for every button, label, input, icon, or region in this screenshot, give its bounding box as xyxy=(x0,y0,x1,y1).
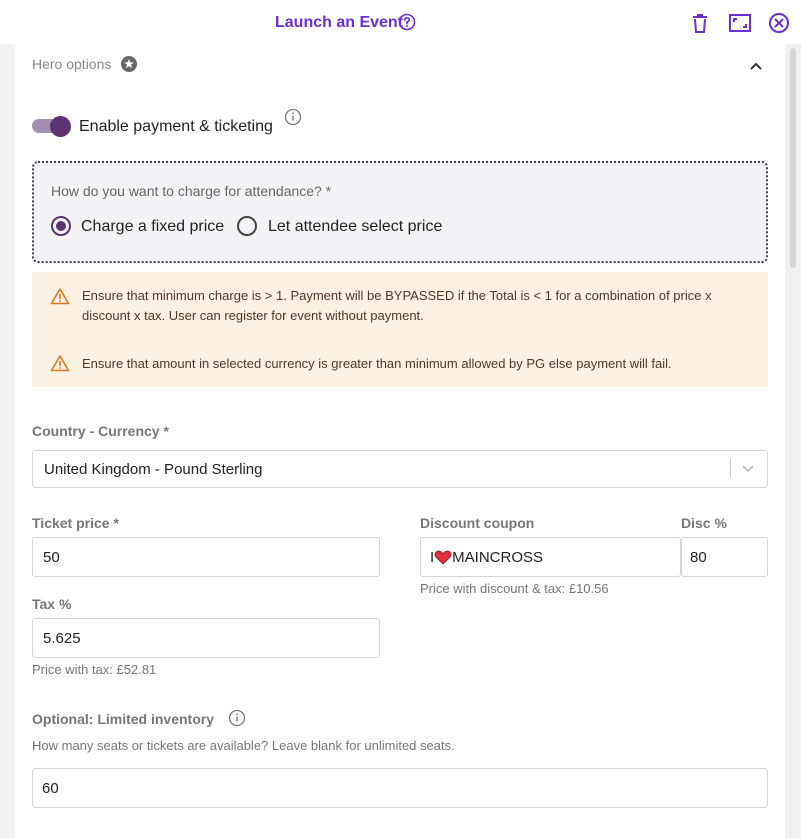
expand-icon[interactable] xyxy=(728,12,752,34)
disc-value: 80 xyxy=(690,548,707,566)
ticket-price-input[interactable] xyxy=(32,537,380,577)
warning-text-2: Ensure that amount in selected currency is greater than minimum allowed by PG else payment will fail. xyxy=(82,356,672,371)
coupon-value-prefix: I xyxy=(430,548,435,566)
inventory-value: 60 xyxy=(42,779,59,797)
inventory-label: Optional: Limited inventory xyxy=(32,711,215,727)
payment-toggle[interactable] xyxy=(32,116,72,136)
chevron-up-icon[interactable] xyxy=(746,58,766,74)
info-icon[interactable] xyxy=(228,709,246,727)
radio-fixed-price[interactable] xyxy=(51,216,71,236)
currency-select[interactable] xyxy=(32,450,768,488)
charge-type-group xyxy=(32,161,768,263)
disc-label: Disc % xyxy=(681,515,727,531)
warning-icon xyxy=(50,287,70,305)
charge-question: How do you want to charge for attendance? * xyxy=(51,183,332,199)
ticket-price-value: 50 xyxy=(43,548,60,566)
currency-label: Country - Currency * xyxy=(32,423,169,439)
warning-box xyxy=(32,272,768,387)
left-gutter xyxy=(0,44,15,838)
help-icon[interactable] xyxy=(398,13,416,31)
modal-title: Launch an Event xyxy=(275,14,404,31)
tax-value: 5.625 xyxy=(43,629,81,647)
payment-toggle-label: Enable payment & ticketing xyxy=(79,118,273,135)
select-separator xyxy=(730,458,731,478)
modal-header xyxy=(0,0,801,44)
scrollbar-thumb[interactable] xyxy=(790,48,796,268)
chevron-down-icon[interactable] xyxy=(740,463,756,475)
tax-helper: Price with tax: £52.81 xyxy=(32,662,157,677)
currency-value: United Kingdom - Pound Sterling xyxy=(44,460,263,478)
trash-icon[interactable] xyxy=(689,12,711,34)
inventory-input[interactable] xyxy=(32,768,768,808)
disc-input[interactable] xyxy=(681,537,768,577)
close-icon[interactable] xyxy=(768,12,790,34)
tax-label: Tax % xyxy=(32,596,72,612)
star-icon xyxy=(120,55,138,73)
heart-icon xyxy=(434,550,452,565)
coupon-input[interactable] xyxy=(420,537,681,577)
inventory-helper: How many seats or tickets are available? Leave blank for unlimited seats. xyxy=(32,738,455,753)
section-title[interactable]: Hero options xyxy=(32,56,112,72)
tax-input[interactable] xyxy=(32,618,380,658)
coupon-helper: Price with discount & tax: £10.56 xyxy=(420,581,609,596)
warning-text-1a: Ensure that minimum charge is > 1. Payment will be BYPASSED if the Total is < 1 for a combination of price x xyxy=(82,288,712,303)
toggle-knob xyxy=(50,116,71,137)
info-icon[interactable] xyxy=(284,108,302,126)
coupon-label: Discount coupon xyxy=(420,515,535,531)
warning-text-1b: discount x tax. User can register for event without payment. xyxy=(82,308,424,323)
radio-attendee-price-label[interactable]: Let attendee select price xyxy=(268,218,443,235)
radio-fixed-price-label[interactable]: Charge a fixed price xyxy=(81,218,225,235)
warning-icon xyxy=(50,354,70,372)
radio-attendee-price[interactable] xyxy=(237,216,257,236)
ticket-price-label: Ticket price * xyxy=(32,515,119,531)
coupon-value-suffix: MAINCROSS xyxy=(452,548,544,566)
